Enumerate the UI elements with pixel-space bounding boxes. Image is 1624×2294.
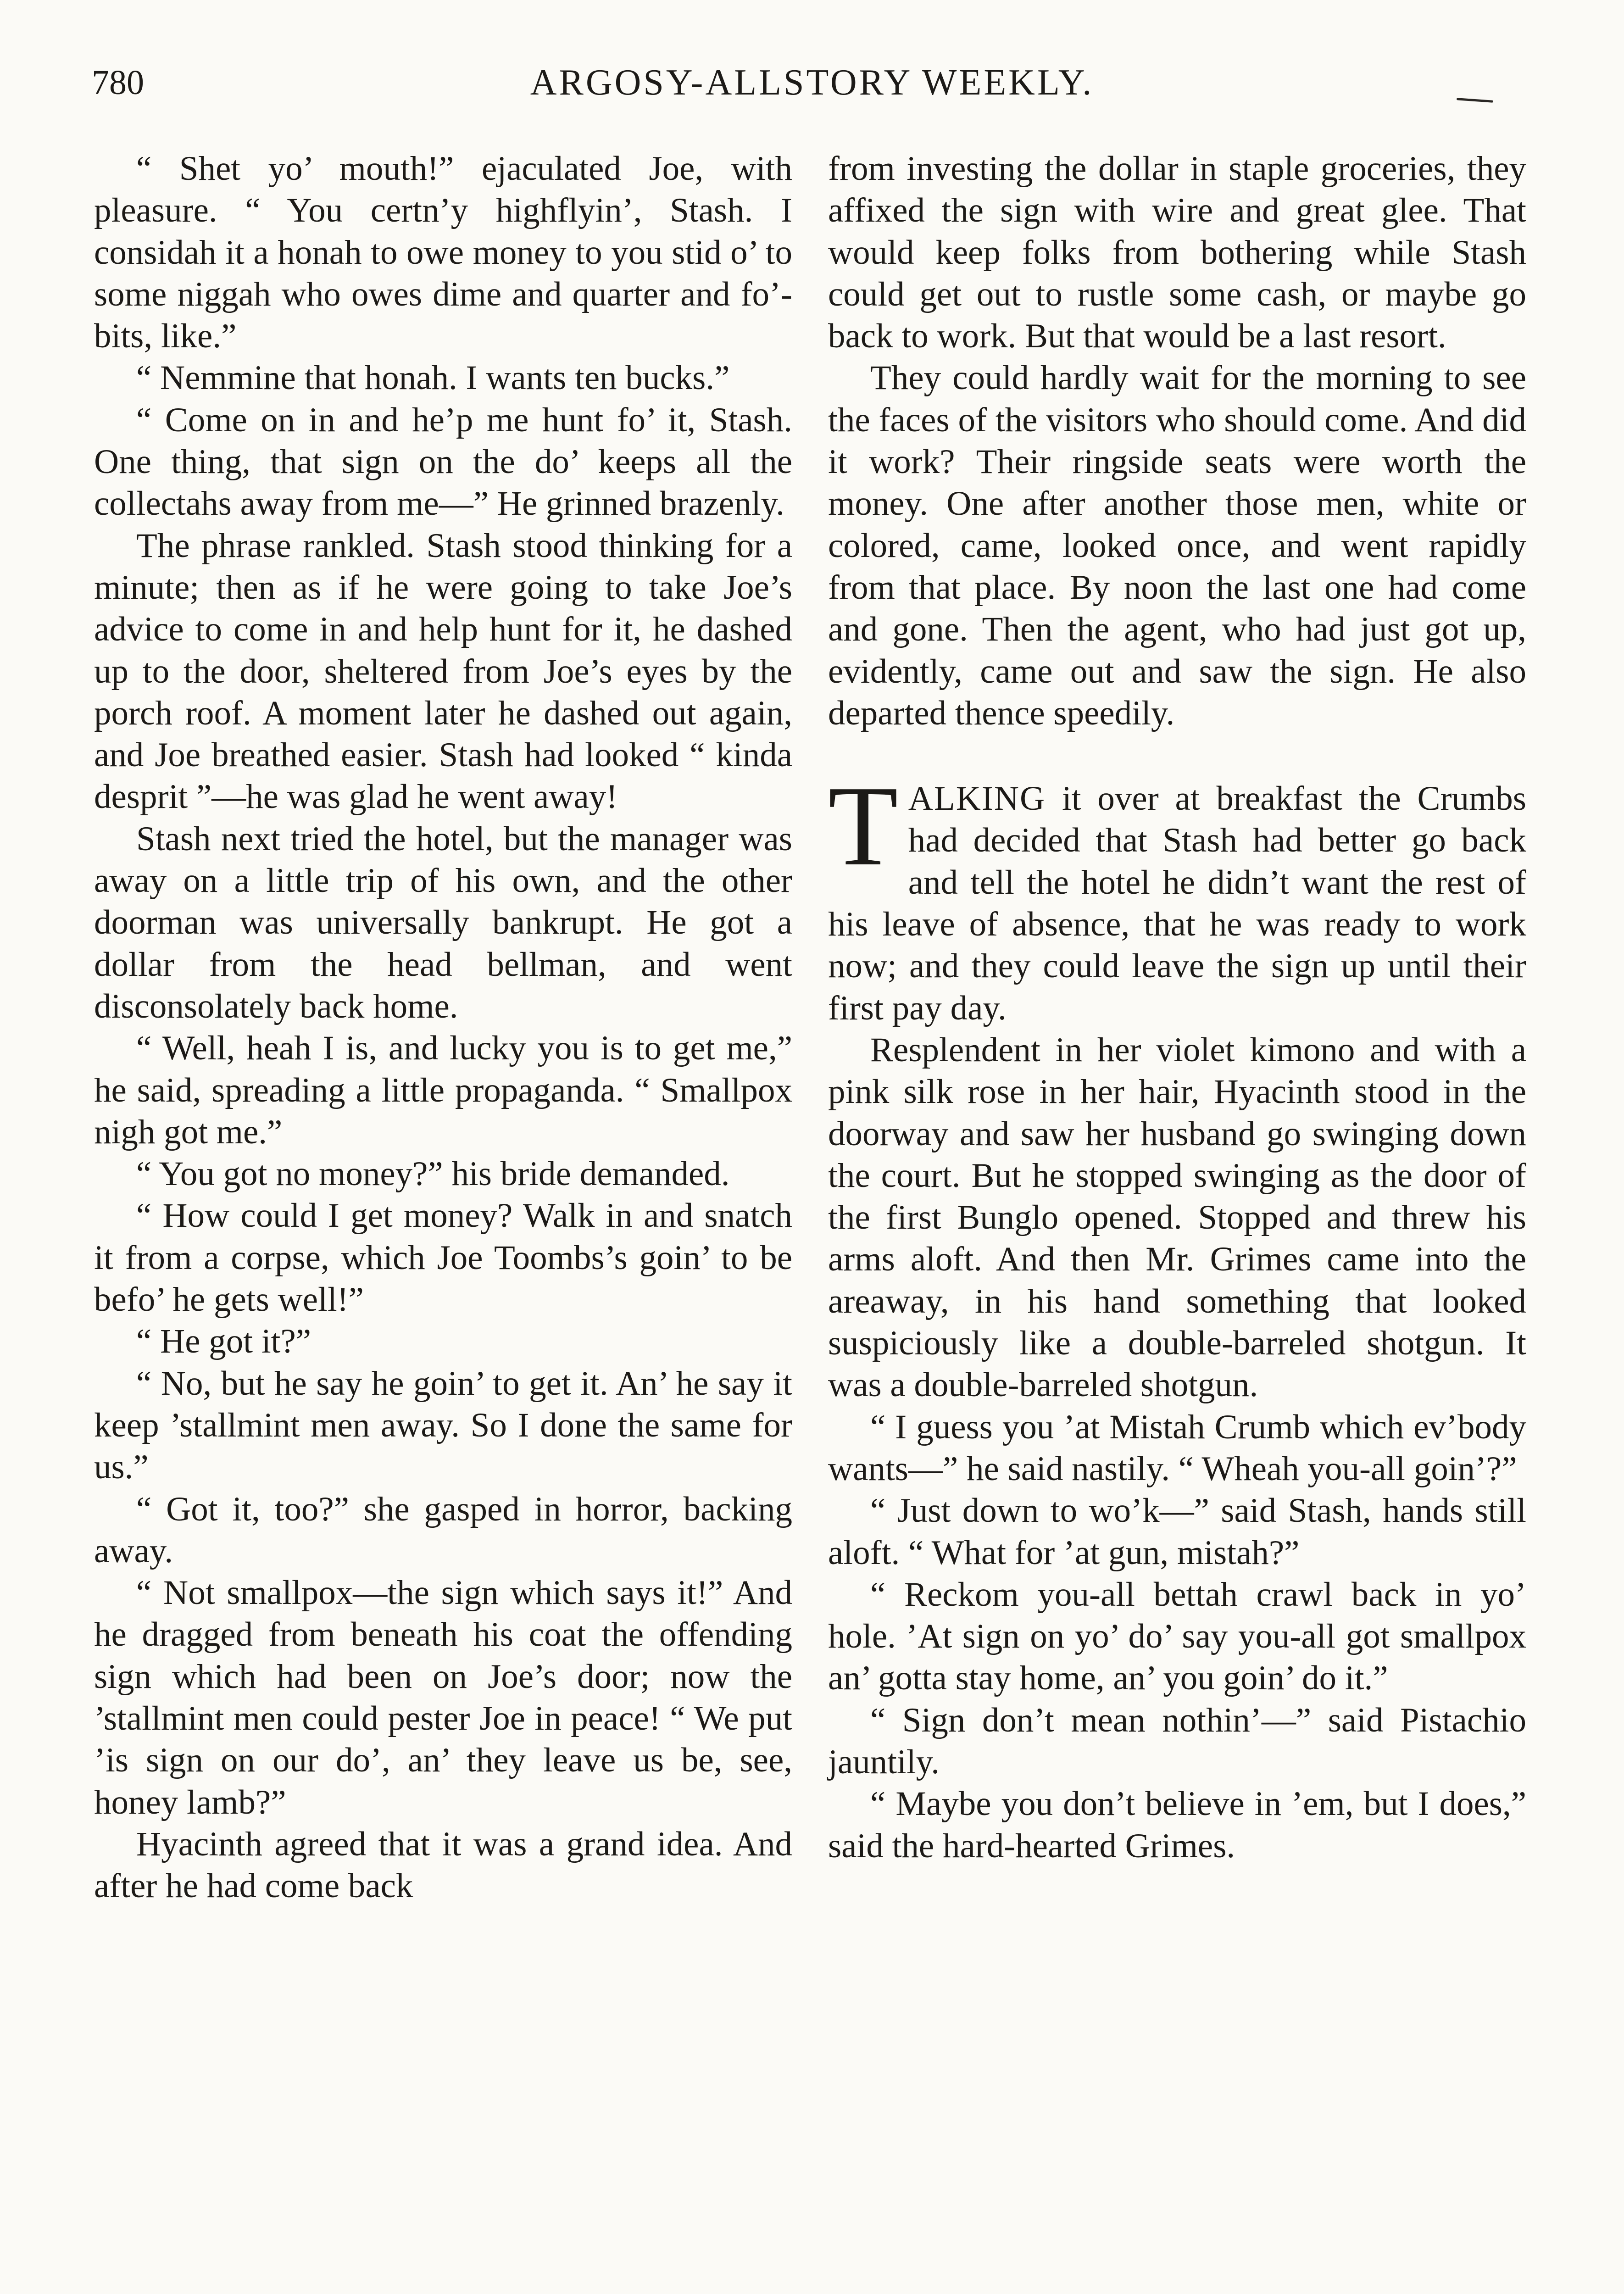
paragraph: “ How could I get money? Walk in and snatch it from a corpse, which Joe Toombs’s goin’ to be befo’ he gets well!”: [94, 1197, 792, 1319]
paragraph: “ You got no money?” his bride demanded.: [136, 1155, 730, 1193]
paragraph: Stash next tried the hotel, but the manager was away on a little trip of his own, and the other doorman was universally bankrupt. He got a dollar from the head bellman, and went disconsolately back home.: [94, 819, 792, 1025]
paragraph: “ Nemmine that honah. I wants ten bucks.”: [136, 359, 730, 397]
drop-cap: T: [828, 763, 898, 890]
paragraph: “ No, but he say he goin’ to get it. An’ he say it keep ’stallmint men away. So I done the same for us.”: [94, 1364, 792, 1487]
paragraph: Resplendent in her violet kimono and with a pink silk rose in her hair, Hyacinth stood in the doorway and saw her husband go swinging down the court. But he stopped swinging as the door of the first Bunglo opened. Stopped and threw his arms aloft. And then Mr. Grimes came into the areaway, in his hand something that looked suspiciously like a double-barreled shotgun. It was a double-barreled shotgun.: [828, 1030, 1526, 1404]
paragraph: “ I guess you ’at Mistah Crumb which ev’body wants—” he said nastily. “ Wheah you-all goin’?”: [828, 1408, 1526, 1488]
paragraph: Hyacinth agreed that it was a grand idea. And after he had come back: [94, 1825, 792, 1905]
paragraph: “ Got it, too?” she gasped in horror, backing away.: [94, 1490, 792, 1570]
paragraph: “ Sign don’t mean nothin’—” said Pistachio jauntily.: [828, 1701, 1526, 1781]
left-column: [94, 148, 792, 1907]
paragraph: “ Shet yo’ mouth!” ejaculated Joe, with pleasure. “ You certn’y highflyin’, Stash. I considah it a honah to owe money to you stid o’ to some niggah who owes dime and quarter and fo’-bits, like.”: [94, 150, 792, 356]
paragraph: “ Just down to wo’k—” said Stash, hands still aloft. “ What for ’at gun, mistah?”: [828, 1492, 1526, 1572]
running-head: ARGOSY-ALLSTORY WEEKLY.: [530, 62, 1094, 103]
right-column: [828, 148, 1526, 1867]
paragraph: from investing the dollar in staple groceries, they affixed the sign with wire and great glee. That would keep folks from bothering while Stash could get out to rustle some cash, or maybe go back to work. But that would be a last resort.: [828, 150, 1526, 356]
small-caps-lead: ALKING: [908, 780, 1046, 818]
section-opening-paragraph: [828, 763, 1526, 1029]
paragraph: “ Not smallpox—the sign which says it!” And he dragged from beneath his coat the offending sign which had been on Joe’s door; now the ’stallmint men could pester Joe in peace! “ We put ’is sign on our do’, an’ they leave us be, see, honey lamb?”: [94, 1574, 792, 1821]
paragraph: The phrase rankled. Stash stood thinking for a minute; then as if he were going to take Joe’s advice to come in and help hunt for it, he dashed up to the door, sheltered from Joe’s eyes by the porch roof. A moment later he dashed out again, and Joe breathed easier. Stash had looked “ kinda desprit ”—he was glad he went away!: [94, 526, 792, 816]
paragraph: “ Maybe you don’t believe in ’em, but I does,” said the hard-hearted Grimes.: [828, 1785, 1526, 1865]
section-opening-text: it over at breakfast the Crumbs had decided that Stash had better go back and tell the hotel he didn’t want the rest of his leave of absence, that he was ready to work now; and they could leave the sign up until their first pay day.: [828, 780, 1526, 1027]
paragraph: “ He got it?”: [136, 1322, 311, 1361]
paragraph: “ Reckom you-all bettah crawl back in yo’ hole. ’At sign on yo’ do’ say you-all got smallpox an’ gotta stay home, an’ you goin’ do it.”: [828, 1575, 1526, 1698]
page-number: 780: [92, 63, 144, 102]
paragraph: “ Come on in and he’p me hunt fo’ it, Stash. One thing, that sign on the do’ keeps all the collectahs away from me—” He grinned brazenly.: [94, 401, 792, 523]
paragraph: They could hardly wait for the morning to see the faces of the visitors who should come. And did it work? Their ringside seats were worth the money. One after another those men, white or colored, came, looked once, and went rapidly from that place. By noon the last one had come and gone. Then the agent, who had just got up, evidently, came out and saw the sign. He also departed thence speedily.: [828, 359, 1526, 732]
paragraph: “ Well, heah I is, and lucky you is to get me,” he said, spreading a little propaganda. “ Smallpox nigh got me.”: [94, 1029, 792, 1151]
